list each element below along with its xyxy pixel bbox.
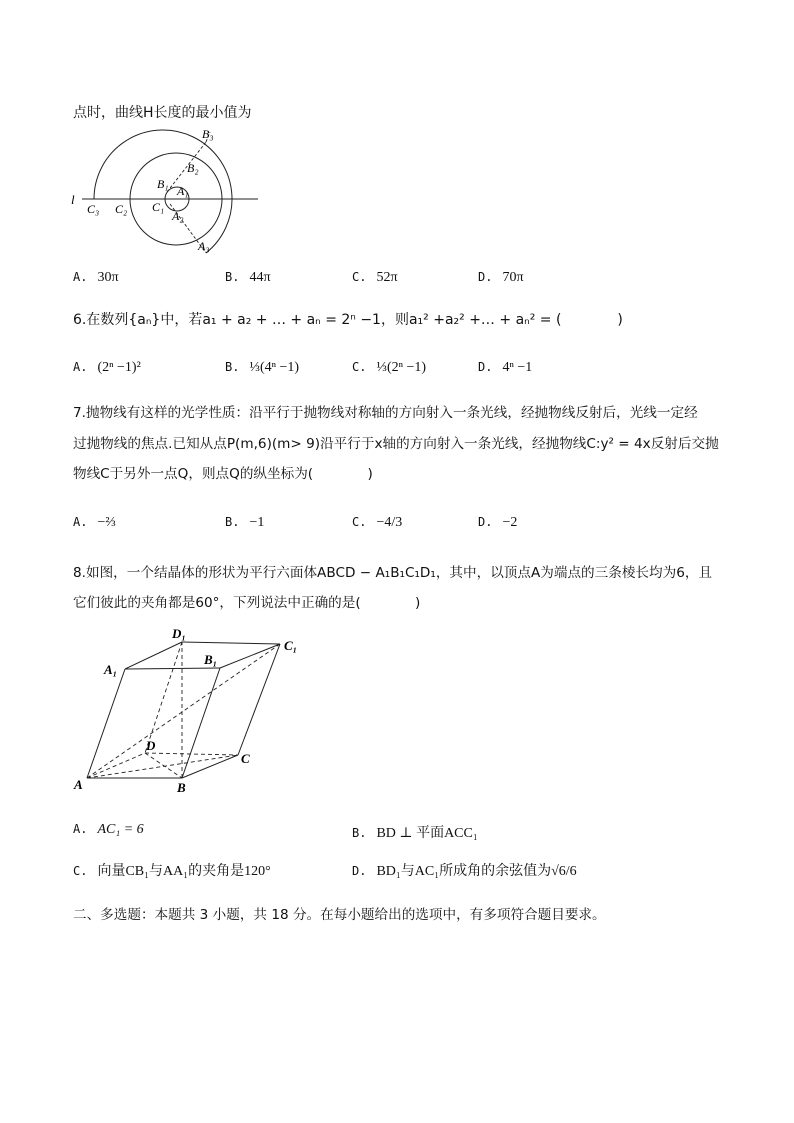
vertex-d: D (146, 738, 156, 753)
vertex-a: A (74, 777, 83, 792)
vertex-d1: D₁ (172, 626, 186, 641)
q5-option-c: C. 52π (352, 270, 398, 285)
q6-option-c: C. ⅓(2ⁿ −1) (352, 360, 427, 375)
label-a2: A₂ (172, 209, 184, 223)
q8-line-2: 它们彼此的夹角都是60°，下列说法中正确的是( ) (73, 595, 421, 611)
q7-option-a: A. −⅔ (73, 515, 116, 530)
q7-option-b: B. −1 (225, 515, 265, 530)
q6-option-d: D. 4ⁿ −1 (478, 360, 533, 375)
q6-option-a: A. (2ⁿ −1)² (73, 360, 141, 375)
vertex-c1: C₁ (284, 638, 298, 653)
label-c3: C₃ (87, 202, 100, 216)
q8-option-a: A. AC₁ = 6 (73, 822, 144, 837)
q7-line-2: 过抛物线的焦点.已知从点P(m,6)(m> 9)沿平行于x轴的方向射入一条光线，经抛物线C:y² = 4x反射后交抛 (73, 436, 719, 452)
q8-option-d: D. BD₁与AC₁所成角的余弦值为√6/6 (352, 864, 577, 879)
label-b1: B₁ (157, 177, 169, 191)
q7-option-c: C. −4/3 (352, 515, 403, 530)
q8-stem (73, 562, 723, 614)
label-a1: A₁ (177, 184, 189, 198)
q5-circles-figure (60, 122, 280, 257)
q7-line-3: 物线C于另外一点Q，则点Q的纵坐标为( ) (73, 466, 373, 482)
q8-option-b: B. BD ⊥ 平面ACC₁ (352, 826, 478, 841)
q8-parallelepiped-figure (70, 620, 310, 800)
q7-option-d: D. −2 (478, 515, 518, 530)
section-2-heading: 二、多选题：本题共 3 小题，共 18 分。在每小题给出的选项中，有多项符合题目要求。 (73, 907, 606, 923)
q5-intro: 点时，曲线H长度的最小值为 (73, 105, 252, 121)
vertex-c: C (241, 751, 250, 766)
q7-line-1: 7.抛物线有这样的光学性质：沿平行于抛物线对称轴的方向射入一条光线，经抛物线反射后，光线一定经 (73, 405, 698, 421)
q5-option-d: D. 70π (478, 270, 524, 285)
vertex-b1: B₁ (204, 652, 218, 667)
q8-option-c: C. 向量CB₁与AA₁的夹角是120° (73, 864, 271, 879)
label-l: l (71, 192, 75, 207)
label-c2: C₂ (115, 202, 128, 216)
q7-stem (73, 402, 723, 485)
vertex-a1: A₁ (104, 662, 118, 677)
label-c1: C₁ (152, 200, 165, 214)
q6-option-b: B. ⅓(4ⁿ −1) (225, 360, 300, 375)
label-b2: B₂ (187, 161, 199, 175)
q8-line-1: 8.如图，一个结晶体的形状为平行六面体ABCD − A₁B₁C₁D₁，其中，以顶点A为端点的三条棱长均为6，且 (73, 565, 713, 581)
q5-option-b: B. 44π (225, 270, 271, 285)
vertex-b: B (177, 780, 186, 795)
label-a3: A₃ (198, 239, 210, 253)
arc-c3 (94, 130, 232, 253)
label-b3: B₃ (202, 127, 214, 141)
q6-stem: 6.在数列{aₙ}中，若a₁ + a₂ + … + aₙ = 2ⁿ −1，则a₁² +a₂² +… + aₙ² = ( ) (73, 312, 623, 328)
q5-option-a: A. 30π (73, 270, 119, 285)
